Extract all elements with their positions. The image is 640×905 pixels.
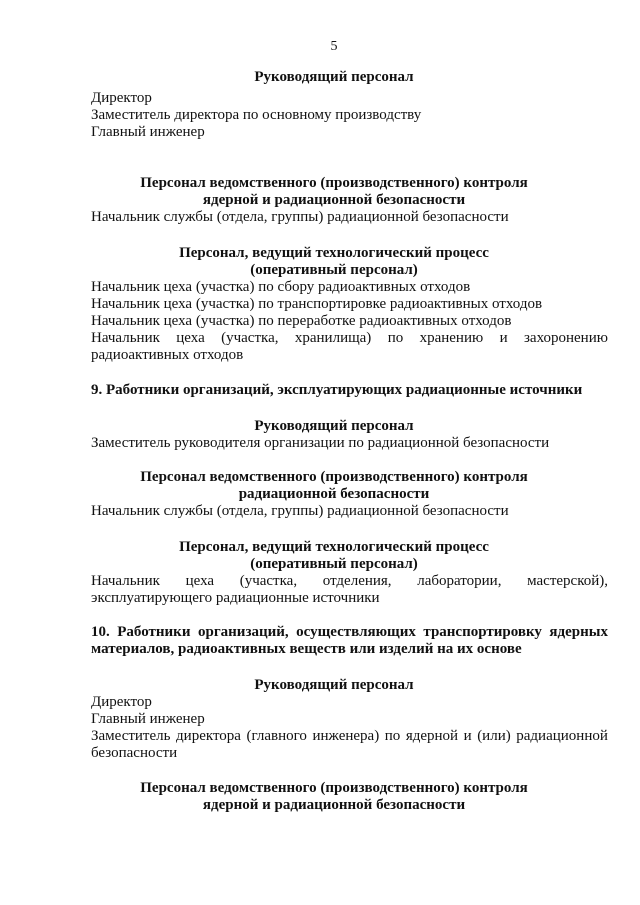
heading-control-staff: ядерной и радиационной безопасности (202, 192, 466, 208)
heading-management: Руководящий персонал (254, 69, 414, 85)
list-item: Главный инженер (91, 711, 205, 727)
word: лаборатории, (417, 573, 502, 589)
word: Работники (117, 624, 191, 640)
list-item-justified (91, 330, 608, 347)
list-item: Главный инженер (91, 124, 205, 140)
word: (главного (246, 728, 307, 744)
word: организаций, (198, 624, 289, 640)
word: осуществляющих (296, 624, 416, 640)
heading-control-staff: ядерной и радиационной безопасности (202, 797, 466, 813)
word: по (384, 728, 401, 744)
word: ядерных (549, 624, 608, 640)
page-number: 5 (330, 39, 338, 54)
list-item-justified (91, 728, 608, 745)
list-item: Начальник цеха (участка) по переработке радиоактивных отходов (91, 313, 512, 329)
list-item-continuation: безопасности (91, 745, 178, 761)
word: и (499, 330, 508, 346)
list-item: Начальник цеха (участка) по сбору радиоактивных отходов (91, 279, 471, 295)
heading-operational-staff: (оперативный персонал) (250, 262, 418, 278)
word: цеха (176, 330, 205, 346)
section-heading-10-continuation: материалов, радиоактивных веществ или изделий на их основе (91, 641, 522, 657)
section-heading-10 (91, 624, 608, 641)
word: хранилища) (294, 330, 372, 346)
heading-operational-staff: Персонал, ведущий технологический процесс (179, 539, 489, 555)
word: и (463, 728, 472, 744)
heading-operational-staff: (оперативный персонал) (250, 556, 418, 572)
word: ядерной (405, 728, 459, 744)
heading-control-staff: радиационной безопасности (238, 486, 430, 502)
section-heading-9: 9. Работники организаций, эксплуатирующих радиационные источники (91, 382, 583, 398)
word: по (387, 330, 404, 346)
list-item: Заместитель руководителя организации по радиационной безопасности (91, 435, 550, 451)
word: отделения, (322, 573, 392, 589)
word: транспортировку (423, 624, 542, 640)
heading-control-staff: Персонал ведомственного (производственного) контроля (140, 175, 528, 191)
word: радиационной (516, 728, 608, 744)
list-item: Начальник службы (отдела, группы) радиационной безопасности (91, 503, 509, 519)
list-item: Начальник цеха (участка) по транспортировке радиоактивных отходов (91, 296, 543, 312)
word: хранению (419, 330, 484, 346)
word: цеха (185, 573, 215, 589)
heading-operational-staff: Персонал, ведущий технологический процесс (179, 245, 489, 261)
heading-control-staff: Персонал ведомственного (производственного) контроля (140, 469, 528, 485)
list-item: Заместитель директора по основному производству (91, 107, 422, 123)
word: (или) (477, 728, 511, 744)
word: 10. (91, 624, 110, 640)
word: мастерской), (527, 573, 608, 589)
word: Начальник (91, 573, 160, 589)
heading-management: Руководящий персонал (254, 677, 414, 693)
word: Заместитель (91, 728, 171, 744)
word: захоронению (523, 330, 608, 346)
list-item: Директор (91, 90, 152, 106)
heading-control-staff: Персонал ведомственного (производственного) контроля (140, 780, 528, 796)
list-item-justified (91, 573, 608, 590)
list-item: Начальник службы (отдела, группы) радиационной безопасности (91, 209, 509, 225)
word: директора (176, 728, 241, 744)
word: (участка, (239, 573, 298, 589)
word: (участка, (221, 330, 279, 346)
list-item-continuation: радиоактивных отходов (91, 347, 244, 363)
list-item-continuation: эксплуатирующего радиационные источники (91, 590, 380, 606)
list-item: Директор (91, 694, 152, 710)
heading-management: Руководящий персонал (254, 418, 414, 434)
word: Начальник (91, 330, 160, 346)
word: инженера) (312, 728, 380, 744)
